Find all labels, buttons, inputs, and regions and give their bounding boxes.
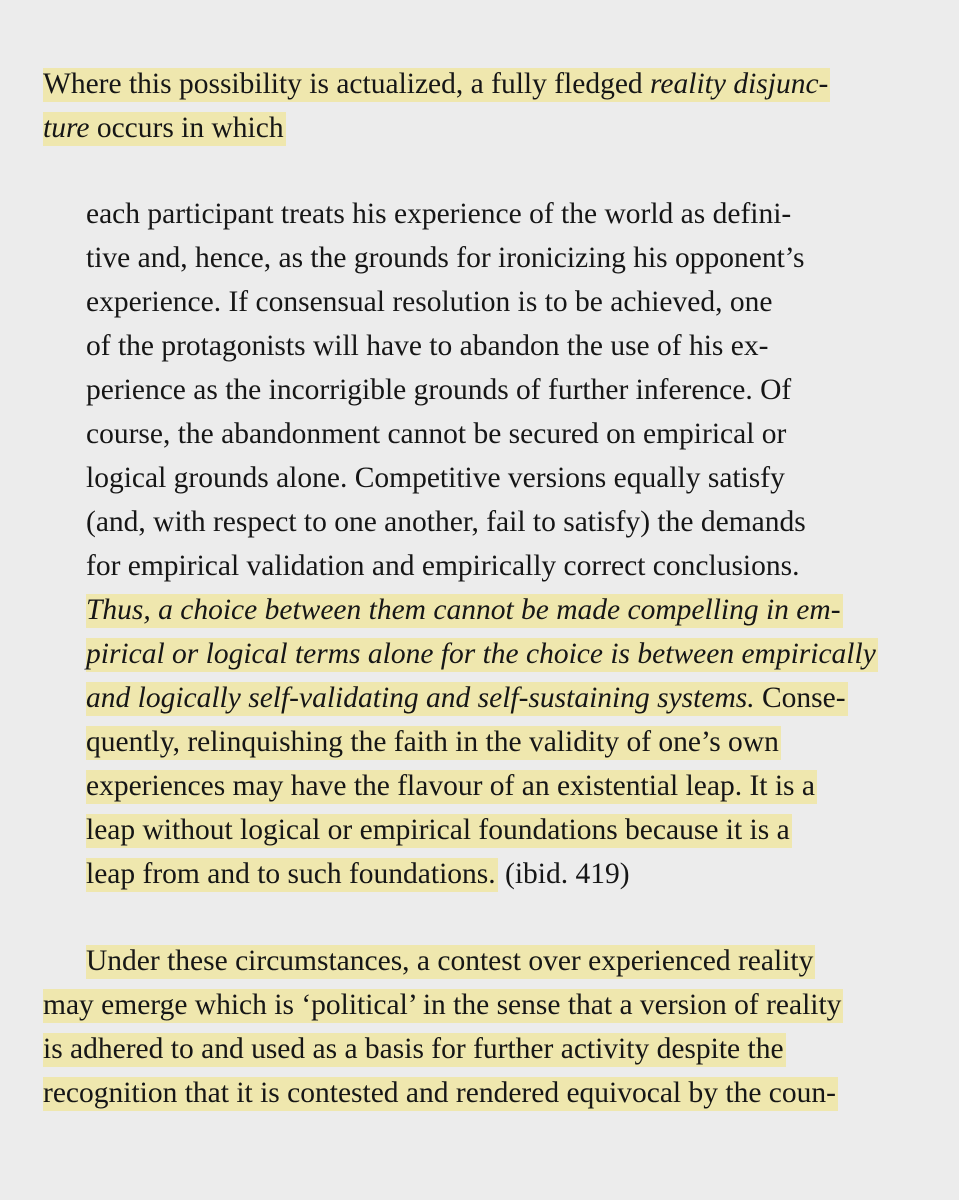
intro-line-2-highlight — [43, 112, 286, 146]
quote-highlighted-line — [86, 720, 781, 764]
intro-line-2 — [43, 106, 286, 150]
quote-italic-line — [86, 588, 843, 632]
intro-line-2-italic: ture — [43, 112, 90, 144]
quote-line: experience. If consensual resolution is to be achieved, one — [86, 286, 773, 318]
quote-line: each participant treats his experience of the world as defini- — [86, 198, 792, 230]
quote-highlighted-line — [86, 852, 630, 896]
quote-italic-line — [86, 676, 848, 720]
intro-line-1-italic: reality disjunc- — [650, 68, 829, 100]
intro-line-1 — [43, 62, 830, 106]
quote-line: of the protagonists will have to abandon the use of his ex- — [86, 330, 769, 362]
quote-line: perience as the incorrigible grounds of further inference. Of — [86, 374, 792, 406]
intro-line-1-highlight — [43, 68, 830, 102]
quote-line: for empirical validation and empirically correct conclusions. — [86, 550, 800, 582]
intro-line-1-text: Where this possibility is actualized, a fully fledged — [43, 68, 651, 100]
body-highlight: is adhered to and used as a basis for further activity despite the — [43, 1033, 784, 1065]
body-line — [43, 1071, 838, 1115]
body-line — [43, 1027, 786, 1071]
quote-italic-text: and logically self-validating and self-sustaining systems. — [86, 682, 755, 714]
quote-highlight: leap without logical or empirical foundations because it is a — [86, 814, 790, 846]
body-highlight: recognition that it is contested and rendered equivocal by the coun- — [43, 1077, 836, 1109]
quote-line: course, the abandonment cannot be secured on empirical or — [86, 418, 787, 450]
body-line — [43, 939, 815, 983]
quote-highlight: leap from and to such foundations. — [86, 858, 496, 890]
quote-highlighted-line — [86, 808, 792, 852]
quote-highlight: experiences may have the flavour of an existential leap. It is a — [86, 770, 816, 802]
quote-line: logical grounds alone. Competitive versions equally satisfy — [86, 462, 785, 494]
intro-line-2-text: occurs in which — [89, 112, 284, 144]
body-highlight: may emerge which is ‘political’ in the sense that a version of reality — [43, 989, 842, 1021]
body-highlight: Under these circumstances, a contest over experienced reality — [86, 945, 814, 977]
quote-highlighted-line — [86, 764, 817, 808]
quote-citation: (ibid. 419) — [497, 858, 630, 890]
quote-line: tive and, hence, as the grounds for ironicizing his opponent’s — [86, 242, 805, 274]
body-line — [43, 983, 843, 1027]
quote-line: (and, with respect to one another, fail to satisfy) the demands — [86, 506, 806, 538]
quote-continuation: Conse- — [754, 682, 846, 714]
quote-italic-line — [86, 632, 878, 676]
quote-italic-highlight: pirical or logical terms alone for the choice is between empirically — [86, 638, 876, 670]
quote-italic-highlight — [86, 682, 848, 716]
quote-italic-highlight: Thus, a choice between them cannot be made compelling in em- — [86, 594, 841, 626]
quote-highlight: quently, relinquishing the faith in the validity of one’s own — [86, 726, 779, 758]
